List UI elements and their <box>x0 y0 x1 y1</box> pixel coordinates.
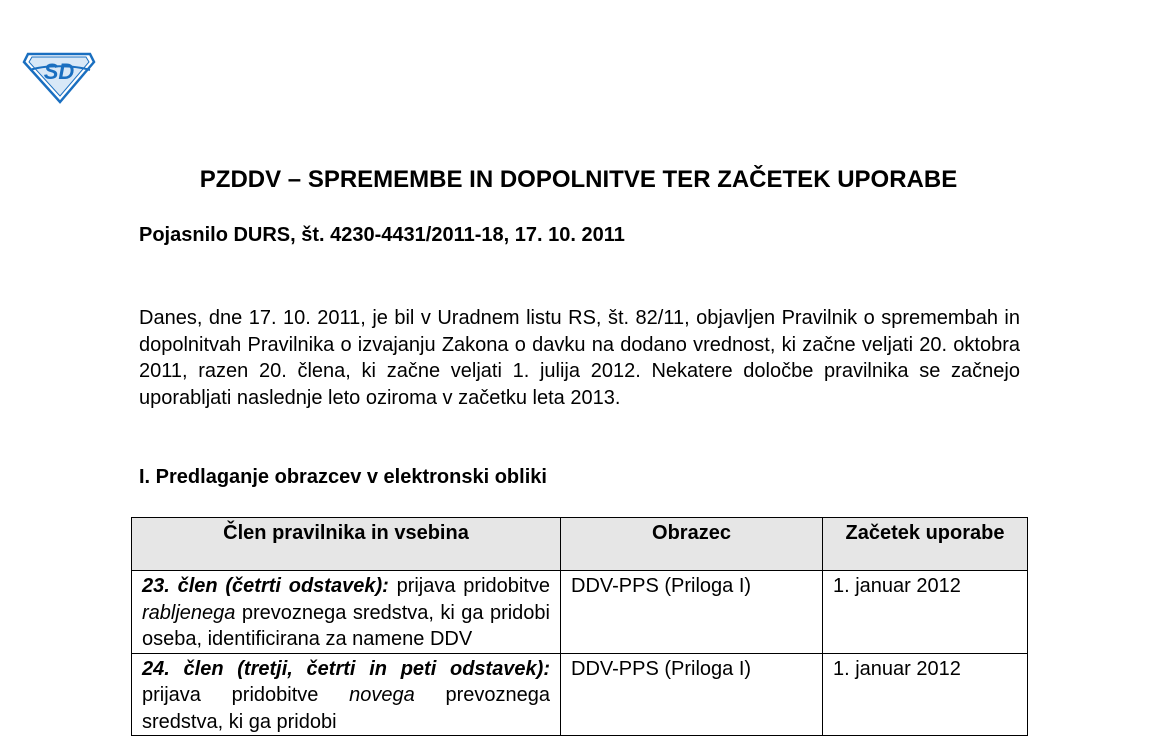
article-text: prijava pridobitve <box>388 575 551 597</box>
article-text: prevoznega sredstva, ki ga pridobi <box>142 684 551 733</box>
article-text: prijava pridobitve <box>142 684 350 706</box>
header-form: Obrazec <box>561 518 823 571</box>
company-logo-icon <box>22 48 96 104</box>
article-reference: 24. člen (tretji, četrti in peti odstavek): <box>142 657 550 680</box>
article-emphasis: novega <box>349 684 415 706</box>
article-content-cell <box>132 571 561 654</box>
intro-paragraph: Danes, dne 17. 10. 2011, je bil v Uradnem listu RS, št. 82/11, objavljen Pravilnik o spremembah in dopolnitvah Pravilnika o izvajanju Zakona o davku na dodano vrednost, ki začne veljati 20. oktobra 2011, razen 20. člena, ki začne veljati 1. julija 2012. Nekatere določbe pravilnika se začnejo uporabljati naslednje leto oziroma v začetku leta 2013. <box>139 307 1020 409</box>
table-row <box>132 653 1028 736</box>
document-title: PZDDV – SPREMEMBE IN DOPOLNITVE TER ZAČETEK UPORABE <box>199 166 958 193</box>
section-heading: I. Predlaganje obrazcev v elektronski obliki <box>139 466 547 488</box>
article-reference: 23. člen (četrti odstavek): <box>142 575 389 597</box>
start-date-cell: 1. januar 2012 <box>823 571 1028 654</box>
article-text: prevoznega sredstva, ki ga pridobi oseba, identificirana za namene DDV <box>142 601 550 650</box>
form-cell: DDV-PPS (Priloga I) <box>561 571 823 654</box>
header-article-content: Člen pravilnika in vsebina <box>132 518 561 571</box>
forms-table <box>131 517 1028 736</box>
table-header-row <box>132 518 1028 571</box>
document-subtitle: Pojasnilo DURS, št. 4230-4431/2011-18, 17. 10. 2011 <box>139 224 625 246</box>
logo-lettering: SD <box>43 59 75 84</box>
article-content-cell <box>132 653 561 736</box>
header-start-of-use: Začetek uporabe <box>823 518 1028 571</box>
article-emphasis: rabljenega <box>142 601 236 624</box>
start-date-cell: 1. januar 2012 <box>823 653 1028 736</box>
form-cell: DDV-PPS (Priloga I) <box>561 653 823 736</box>
table-row <box>132 571 1028 654</box>
